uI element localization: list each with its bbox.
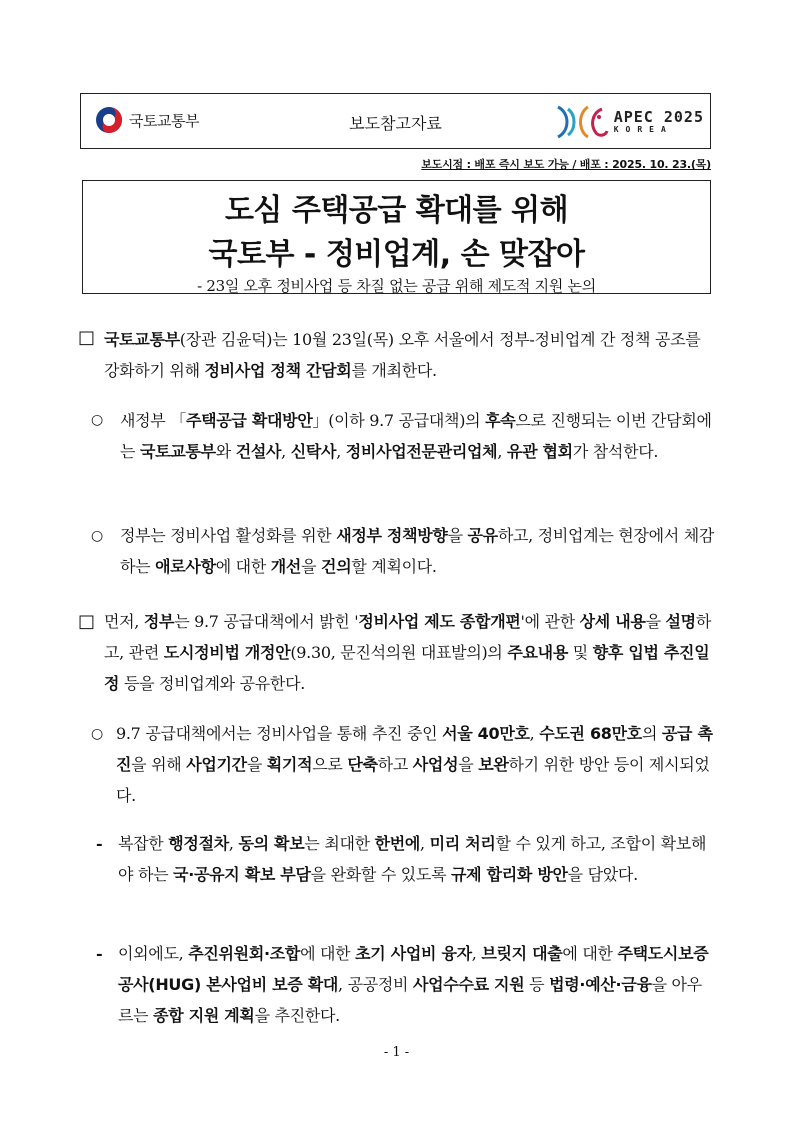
body-text: 에 대한 <box>562 944 618 963</box>
emphasis-text: 보완 <box>478 755 509 774</box>
paragraph <box>116 718 716 811</box>
circle-bullet: ○ <box>91 726 104 742</box>
document-type: 보도참고자료 <box>349 114 442 133</box>
emphasis-text: 국토교통부 <box>104 330 180 349</box>
body-text: 」(이하 9.7 공급대책)의 <box>312 411 486 430</box>
emphasis-text: 주택공급 확대방안 <box>185 411 313 430</box>
body-text: (장관 김윤덕)는 10월 23일(목) 오후 서울에서 정부-정비업계 간 정책 공조를 강화하기 위해 <box>104 330 701 380</box>
emphasis-text: 수도권 68만호 <box>539 724 642 743</box>
paragraph <box>118 828 716 890</box>
emphasis-text: 후속 <box>485 411 516 430</box>
paragraph <box>104 606 716 699</box>
emphasis-text: 개선 <box>270 557 302 576</box>
emphasis-text: 건설사 <box>235 442 282 461</box>
body-text: , <box>420 834 430 853</box>
body-text: 정부는 정비사업 활성화를 위한 <box>120 526 337 545</box>
dash-bullet: - <box>96 834 103 853</box>
body-text: 먼저, <box>104 612 144 631</box>
circle-bullet: ○ <box>91 412 104 428</box>
emphasis-text: 정비사업전문관리업체 <box>345 442 498 461</box>
body-text: , <box>471 944 482 963</box>
square-bullet: □ <box>78 327 96 348</box>
release-info: 보도시점 : 배포 즉시 보도 가능 / 배포 : 2025. 10. 23.(목) <box>421 158 711 171</box>
body-text: 하고, 관련 <box>104 612 711 662</box>
body-text: 는 최대한 <box>304 834 375 853</box>
emphasis-text: 유관 협회 <box>506 442 573 461</box>
body-text: 등을 정비업계와 공유한다. <box>119 674 306 693</box>
body-text: 을 <box>645 612 666 631</box>
emphasis-text: 종합 지원 계획 <box>153 1006 255 1025</box>
body-text: 으로 진행되는 이번 간담회에는 <box>120 411 712 461</box>
body-text: , <box>529 724 540 743</box>
paragraph <box>118 938 716 1031</box>
body-text: 하고 <box>377 755 413 774</box>
body-text: 는 9.7 공급대책에서 밝힌 ' <box>174 612 359 631</box>
paragraph <box>120 520 716 582</box>
body-text: 및 <box>568 643 593 662</box>
square-bullet: □ <box>78 611 96 632</box>
body-text: '에 관한 <box>520 612 580 631</box>
emphasis-text: 획기적 <box>266 755 313 774</box>
emphasis-text: 초기 사업비 융자 <box>355 944 472 963</box>
emphasis-text: 도시정비법 개정안 <box>163 643 291 662</box>
emphasis-text: 사업기간 <box>186 755 247 774</box>
body-text: 등 <box>524 975 550 994</box>
dash-bullet: - <box>96 944 103 963</box>
emphasis-text: 신탁사 <box>290 442 337 461</box>
body-text: 을 <box>458 755 479 774</box>
emphasis-text: 향후 입법 추진일정 <box>104 643 710 693</box>
body-text: 하고, 정비업계는 현장에서 체감하는 <box>120 526 715 576</box>
body-text: 할 계획이다. <box>351 557 437 576</box>
body-text: 9.7 공급대책에서는 정비사업을 통해 추진 중인 <box>116 724 443 743</box>
emphasis-text: 주택도시보증공사(HUG) 본사업비 보증 확대 <box>118 944 709 994</box>
document-header <box>80 93 711 149</box>
body-text: 를 개최한다. <box>351 361 437 380</box>
body-text: 을 완화할 수 있도록 <box>310 865 452 884</box>
body-text: 을 위해 <box>131 755 187 774</box>
emphasis-text: 사업수수료 지원 <box>413 975 525 994</box>
body-text: 을 추진한다. <box>254 1006 340 1025</box>
body-text: 의 <box>641 724 662 743</box>
emphasis-text: 법령·예산·금융 <box>549 975 652 994</box>
title-box <box>82 180 711 294</box>
body-text: 하기 위한 방안 등이 제시되었다. <box>116 755 710 805</box>
emphasis-text: 설명 <box>665 612 696 631</box>
apec-logo <box>552 103 704 141</box>
emphasis-text: 추진위원회·조합 <box>188 944 301 963</box>
emphasis-text: 브릿지 대출 <box>481 944 563 963</box>
body-text: 와 <box>215 442 236 461</box>
emphasis-text: 새정부 정책방향 <box>336 526 448 545</box>
emphasis-text: 공유 <box>467 526 498 545</box>
paragraph <box>104 324 716 386</box>
body-text: 으로 <box>312 755 348 774</box>
body-text: , <box>281 442 291 461</box>
page-number: - 1 - <box>383 1045 410 1060</box>
emphasis-text: 한번에 <box>374 834 421 853</box>
emphasis-text: 국·공유지 확보 부담 <box>173 865 311 884</box>
apec-emblem-icon <box>552 103 610 141</box>
body-text: , <box>497 442 507 461</box>
emphasis-text: 상세 내용 <box>579 612 646 631</box>
emphasis-text: 공급 촉진 <box>116 724 713 774</box>
emphasis-text: 행정절차 <box>168 834 229 853</box>
body-text: 에 대한 <box>300 944 356 963</box>
emphasis-text: 미리 처리 <box>429 834 496 853</box>
body-text: 할 수 있게 하고, 조합이 확보해야 하는 <box>118 834 707 884</box>
emphasis-text: 정부 <box>143 612 175 631</box>
body-text: 을 <box>447 526 468 545</box>
body-text: , <box>336 442 346 461</box>
ministry-name: 국토교통부 <box>129 111 199 130</box>
emphasis-text: 애로사항 <box>155 557 216 576</box>
body-text: 이외에도, <box>118 944 189 963</box>
subtitle: - 23일 오후 정비사업 등 차질 없는 공급 위해 제도적 지원 논의 <box>197 277 596 295</box>
emphasis-text: 국토교통부 <box>139 442 216 461</box>
body-text: 에 대한 <box>215 557 271 576</box>
body-text: 복잡한 <box>118 834 169 853</box>
apec-country: KOREA <box>613 124 673 134</box>
body-text: 을 아우르는 <box>118 975 702 1025</box>
emphasis-text: 단축 <box>347 755 378 774</box>
apec-title: APEC 2025 <box>613 107 704 126</box>
body-text: 을 <box>301 557 322 576</box>
apec-wordmark <box>613 107 704 134</box>
emphasis-text: 정비사업 제도 종합개편 <box>358 612 521 631</box>
body-text: 을 <box>246 755 267 774</box>
body-text: , 공공정비 <box>338 975 413 994</box>
paragraph <box>120 405 716 467</box>
body-text: 을 담았다. <box>567 865 638 884</box>
emphasis-text: 건의 <box>321 557 352 576</box>
emphasis-text: 동의 확보 <box>238 834 305 853</box>
body-text: (9.30, 문진석의원 대표발의)의 <box>290 643 508 662</box>
headline-line-2: 국토부 - 정비업계, 손 맞잡아 <box>208 237 585 272</box>
emphasis-text: 서울 40만호 <box>442 724 530 743</box>
emphasis-text: 정비사업 정책 간담회 <box>204 361 352 380</box>
body-text: 가 참석한다. <box>572 442 659 461</box>
body-text: , <box>228 834 239 853</box>
headline-line-1: 도심 주택공급 확대를 위해 <box>224 193 569 228</box>
emphasis-text: 규제 합리화 방안 <box>451 865 568 884</box>
emphasis-text: 사업성 <box>412 755 459 774</box>
body-text: 새정부 「 <box>120 411 186 430</box>
circle-bullet: ○ <box>91 528 104 544</box>
emphasis-text: 주요내용 <box>507 643 568 662</box>
